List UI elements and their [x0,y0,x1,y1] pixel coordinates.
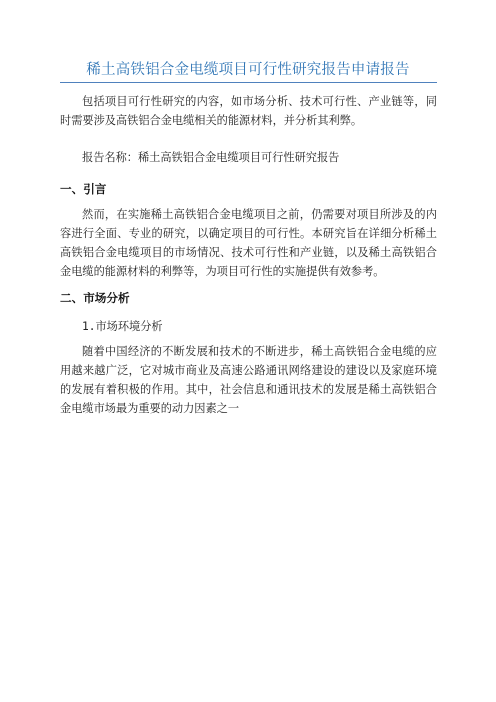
report-name-line: 报告名称：稀土高铁铝合金电缆项目可行性研究报告 [82,151,340,164]
title-underline [60,82,437,83]
subsection-number: 1. [82,320,96,333]
subsection-market-environment [82,318,163,334]
document-title: 稀土高铁铝合金电缆项目可行性研究报告申请报告 [86,62,410,78]
subsection-title: 市场环境分析 [95,320,163,333]
market-environment-paragraph: 随着中国经济的不断发展和技术的不断进步，稀土高铁铝合金电缆的应用越来越广泛，它对城市商业及高速公路通讯网络建设的建设以及家庭环境的发展有着积极的作用。其中，社会信息和通讯技术的发展是稀土高铁铝合金电缆市场最为重要的动力因素之一 [60,345,437,415]
section-heading-market-analysis: 二、市场分析 [60,291,130,305]
section-heading-introduction: 一、引言 [60,182,107,196]
introduction-paragraph: 然而，在实施稀土高铁铝合金电缆项目之前，仍需要对项目所涉及的内容进行全面、专业的研究，以确定项目的可行性。本研究旨在详细分析稀土高铁铝合金电缆项目的市场情况、技术可行性和产业链，以及稀土高铁铝合金电缆的能源材料的利弊等，为项目可行性的实施提供有效参考。 [60,208,437,278]
intro-paragraph: 包括项目可行性研究的内容，如市场分析、技术可行性、产业链等，同时需要涉及高铁铝合金电缆相关的能源材料，并分析其利弊。 [60,95,437,127]
